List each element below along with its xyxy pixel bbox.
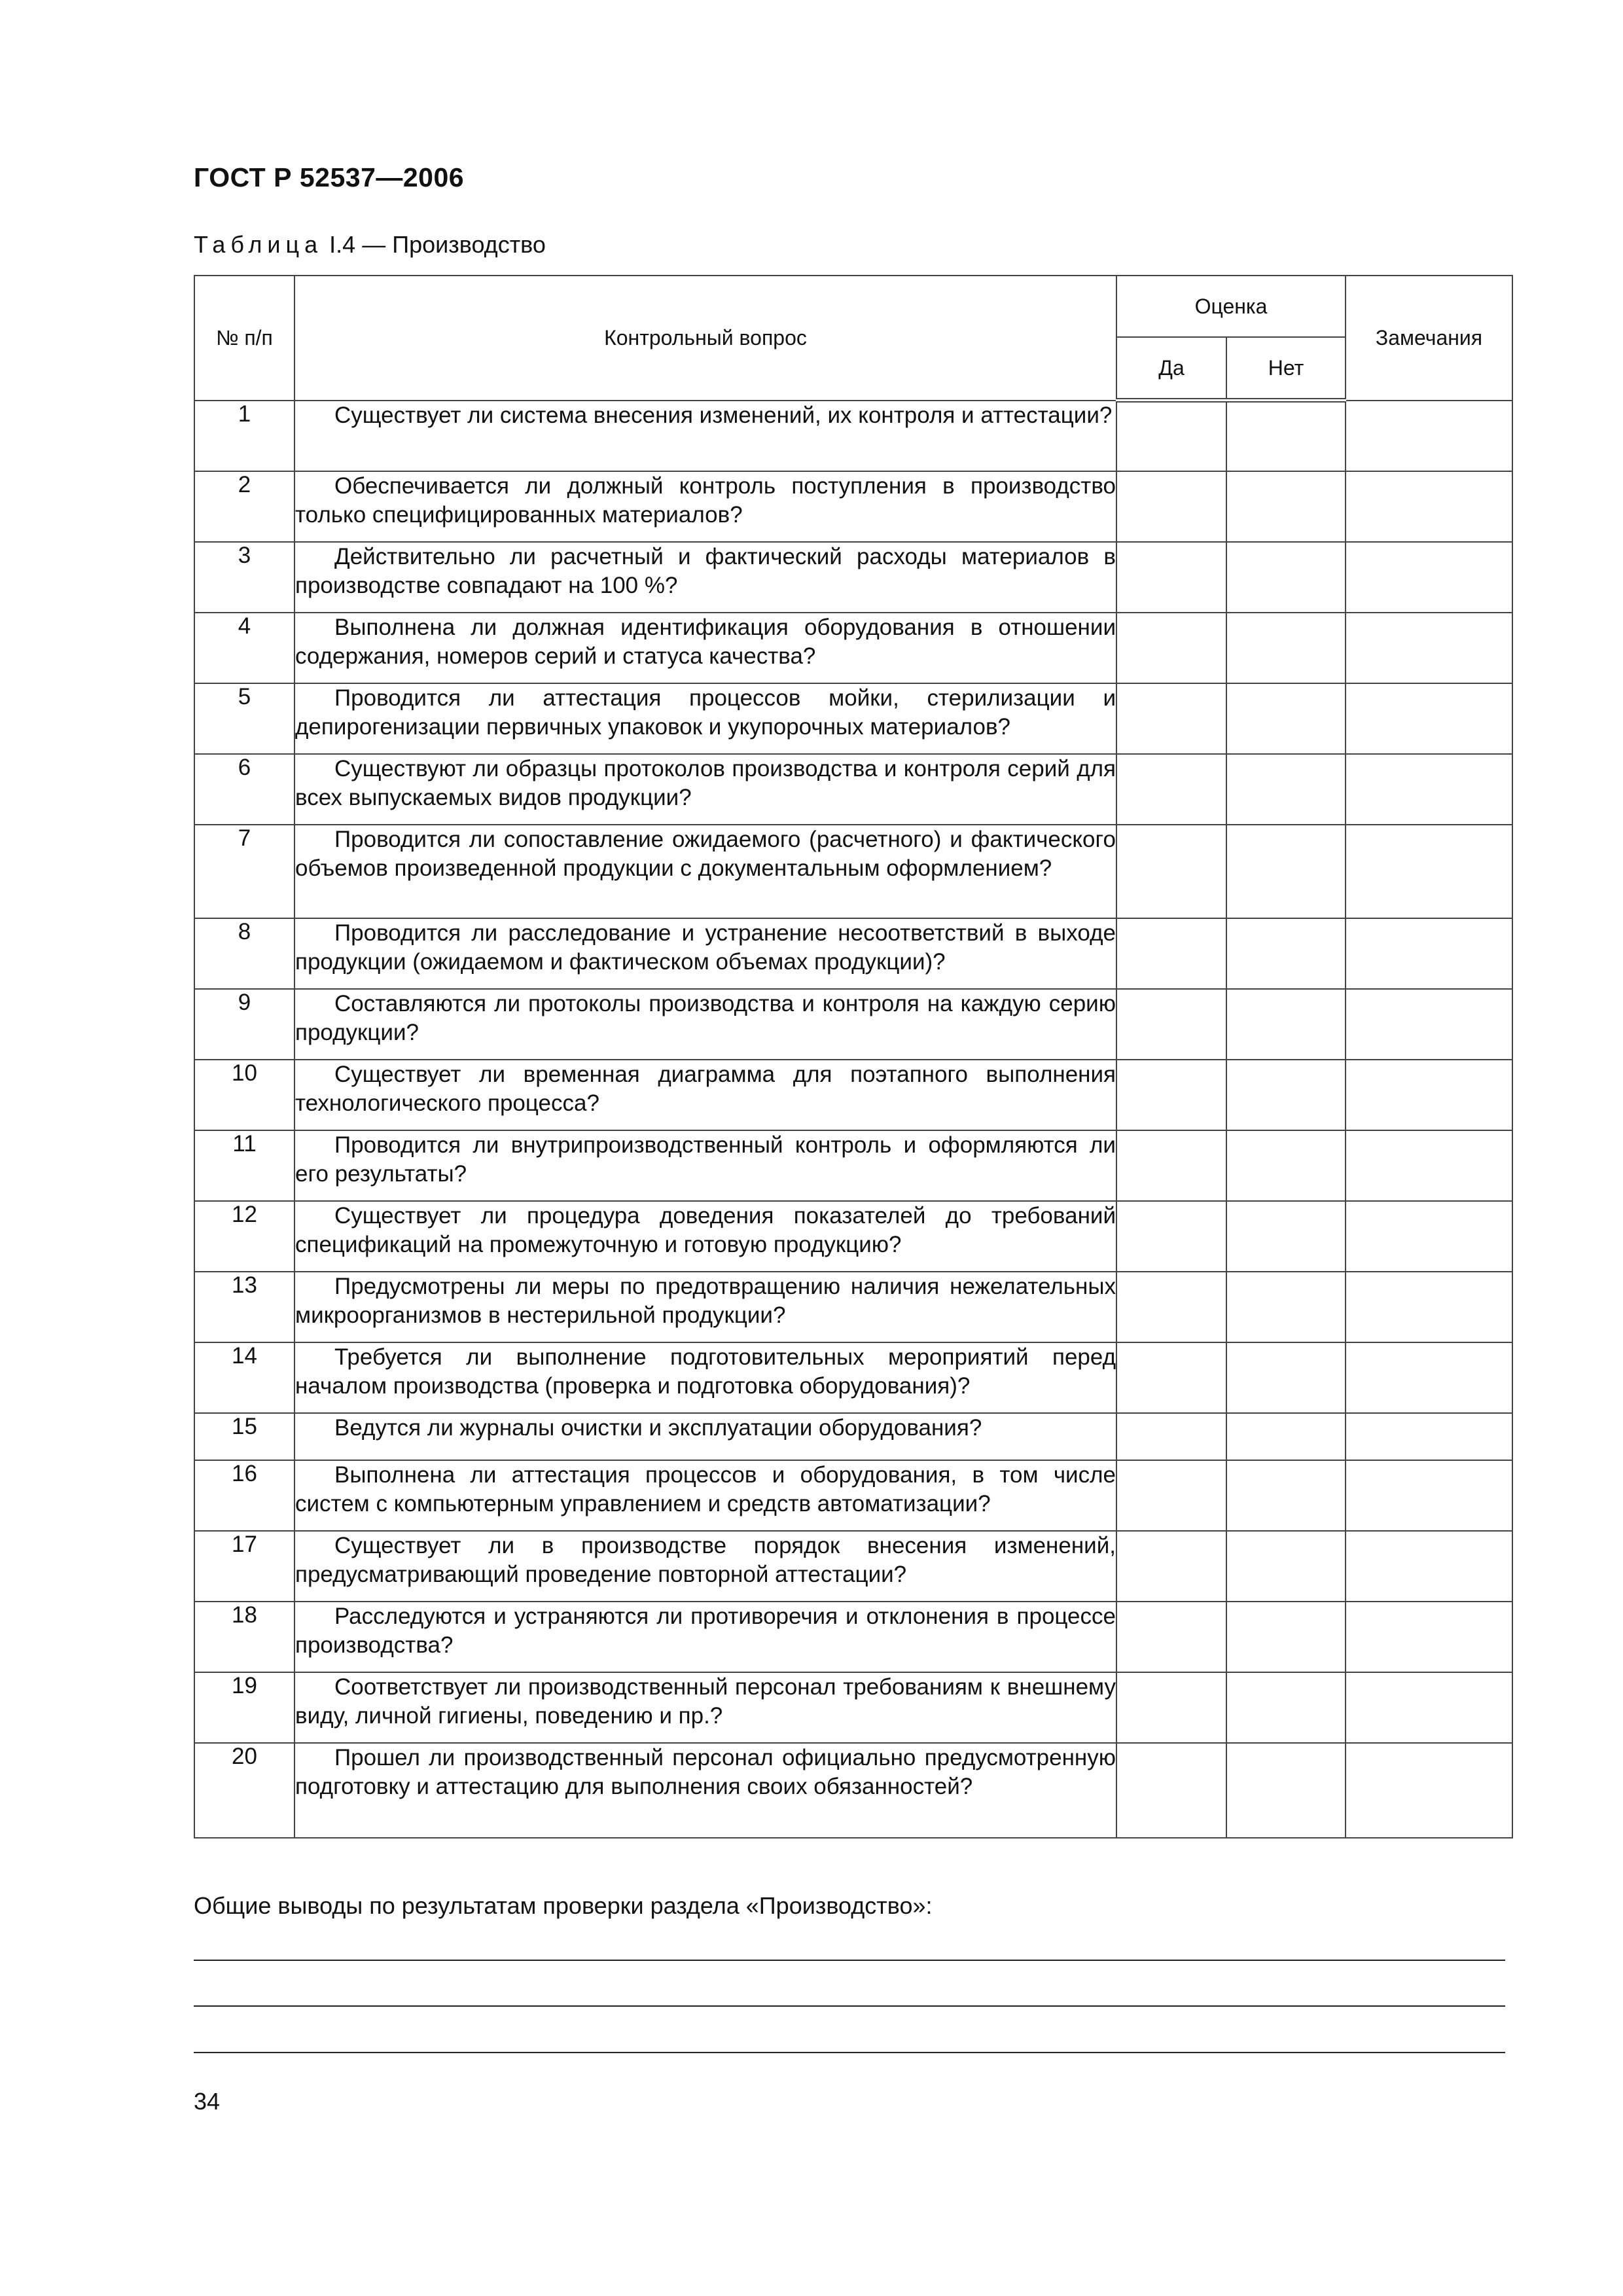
row-question-cell [294,471,1116,542]
table-row [194,1130,1512,1201]
row-question-cell [294,1342,1116,1413]
row-number: 15 [194,1413,294,1460]
row-number: 10 [194,1060,294,1130]
row-number: 7 [194,825,294,918]
table-row [194,1460,1512,1531]
answer-no-cell[interactable] [1226,1672,1346,1743]
answer-no-cell[interactable] [1226,1413,1346,1460]
answer-yes-cell[interactable] [1116,989,1226,1060]
row-question-text: Обеспечивается ли должный контроль поступления в производство только специфицированных материалов? [295,473,1116,528]
answer-no-cell[interactable] [1226,471,1346,542]
row-question-text: Расследуются и устраняются ли противоречия и отклонения в процессе производства? [295,1603,1116,1658]
notes-cell[interactable] [1346,754,1512,825]
header-number: № п/п [194,276,294,401]
answer-no-cell[interactable] [1226,1201,1346,1272]
row-question-text: Соответствует ли производственный персонал требованиям к внешнему виду, личной гигиены, поведению и пр.? [295,1674,1116,1729]
notes-cell[interactable] [1346,1672,1512,1743]
table-row [194,1672,1512,1743]
answer-yes-cell[interactable] [1116,1743,1226,1838]
row-number: 5 [194,683,294,754]
header-notes: Замечания [1346,276,1512,401]
notes-cell[interactable] [1346,542,1512,613]
answer-yes-cell[interactable] [1116,1060,1226,1130]
row-number: 18 [194,1602,294,1672]
answer-yes-cell[interactable] [1116,754,1226,825]
table-row [194,401,1512,471]
notes-cell[interactable] [1346,1342,1512,1413]
notes-cell[interactable] [1346,1130,1512,1201]
table-row [194,613,1512,683]
row-number: 13 [194,1272,294,1342]
notes-cell[interactable] [1346,1602,1512,1672]
table-caption-title: I.4 — Производство [329,231,546,258]
notes-cell[interactable] [1346,1272,1512,1342]
header-question: Контрольный вопрос [294,276,1116,401]
notes-cell[interactable] [1346,683,1512,754]
row-question-text: Существует ли процедура доведения показателей до требований спецификаций на промежуточную и готовую продукцию? [295,1202,1116,1257]
notes-cell[interactable] [1346,1201,1512,1272]
row-question-cell [294,1272,1116,1342]
notes-cell[interactable] [1346,1413,1512,1460]
conclusion-line-3[interactable] [194,2052,1505,2053]
answer-no-cell[interactable] [1226,542,1346,613]
row-question-text: Предусмотрены ли меры по предотвращению наличия нежелательных микроорганизмов в нестерильной продукции? [295,1273,1116,1328]
notes-cell[interactable] [1346,1531,1512,1602]
row-question-cell [294,825,1116,918]
row-question-cell [294,1531,1116,1602]
row-question-cell [294,1413,1116,1460]
table-row [194,1342,1512,1413]
notes-cell[interactable] [1346,613,1512,683]
checklist-rows [194,401,1512,1838]
header-no: Нет [1226,337,1346,401]
row-number: 16 [194,1460,294,1531]
notes-cell[interactable] [1346,401,1512,471]
answer-yes-cell[interactable] [1116,1272,1226,1342]
table-row [194,1531,1512,1602]
answer-no-cell[interactable] [1226,1060,1346,1130]
notes-cell[interactable] [1346,918,1512,989]
row-number: 8 [194,918,294,989]
answer-no-cell[interactable] [1226,683,1346,754]
row-question-text: Существует ли в производстве порядок внесения изменений, предусматривающий проведение повторной аттестации? [295,1532,1116,1587]
answer-no-cell[interactable] [1226,918,1346,989]
answer-no-cell[interactable] [1226,1531,1346,1602]
answer-yes-cell[interactable] [1116,1602,1226,1672]
answer-no-cell[interactable] [1226,1342,1346,1413]
notes-cell[interactable] [1346,1060,1512,1130]
row-question-text: Прошел ли производственный персонал официально предусмотренную подготовку и аттестацию для выполнения своих обязанностей? [295,1744,1116,1799]
answer-yes-cell[interactable] [1116,683,1226,754]
answer-yes-cell[interactable] [1116,1130,1226,1201]
row-question-cell [294,683,1116,754]
row-question-text: Проводится ли аттестация процессов мойки, стерилизации и депирогенизации первичных упаковок и укупорочных материалов? [295,685,1116,740]
row-question-text: Проводится ли внутрипроизводственный контроль и оформляются ли его результаты? [295,1132,1116,1187]
row-number: 1 [194,401,294,471]
row-number: 9 [194,989,294,1060]
answer-no-cell[interactable] [1226,613,1346,683]
document-designation: ГОСТ Р 52537—2006 [194,162,465,192]
row-question-cell [294,542,1116,613]
row-number: 4 [194,613,294,683]
notes-cell[interactable] [1346,1460,1512,1531]
table-row [194,754,1512,825]
row-question-text: Существует ли система внесения изменений, их контроля и аттестации? [334,402,1113,428]
answer-yes-cell[interactable] [1116,1460,1226,1531]
header-rating: Оценка [1116,276,1346,337]
table-row [194,471,1512,542]
row-number: 3 [194,542,294,613]
row-question-text: Существует ли временная диаграмма для поэтапного выполнения технологического процесса? [295,1061,1116,1116]
table-row [194,683,1512,754]
row-question-cell [294,1743,1116,1838]
answer-no-cell[interactable] [1226,1743,1346,1838]
row-number: 6 [194,754,294,825]
answer-yes-cell[interactable] [1116,825,1226,918]
answer-no-cell[interactable] [1226,1460,1346,1531]
notes-cell[interactable] [1346,989,1512,1060]
row-question-cell [294,754,1116,825]
row-question-cell [294,613,1116,683]
conclusion-line-2[interactable] [194,2005,1505,2007]
conclusion-label: Общие выводы по результатам проверки раздела «Производство»: [194,1892,933,1919]
row-question-cell [294,1060,1116,1130]
notes-cell[interactable] [1346,1743,1512,1838]
row-question-text: Существуют ли образцы протоколов производства и контроля серий для всех выпускаемых видов продукции? [295,755,1116,810]
answer-yes-cell[interactable] [1116,1531,1226,1602]
row-question-cell [294,1602,1116,1672]
table-row [194,1743,1512,1838]
row-question-cell [294,918,1116,989]
row-question-cell [294,1201,1116,1272]
row-question-text: Действительно ли расчетный и фактический расходы материалов в производстве совпадают на 100 %? [295,543,1116,598]
answer-yes-cell[interactable] [1116,918,1226,989]
table-row [194,1060,1512,1130]
table-row [194,989,1512,1060]
row-number: 14 [194,1342,294,1413]
answer-yes-cell[interactable] [1116,613,1226,683]
answer-no-cell[interactable] [1226,825,1346,918]
answer-yes-cell[interactable] [1116,1413,1226,1460]
answer-no-cell[interactable] [1226,754,1346,825]
row-question-cell [294,1672,1116,1743]
table-row [194,1201,1512,1272]
row-number: 20 [194,1743,294,1838]
row-question-text: Составляются ли протоколы производства и контроля на каждую серию продукции? [295,990,1116,1045]
notes-cell[interactable] [1346,825,1512,918]
table-row [194,918,1512,989]
answer-no-cell[interactable] [1226,989,1346,1060]
answer-yes-cell[interactable] [1116,1342,1226,1413]
answer-no-cell[interactable] [1226,1272,1346,1342]
answer-no-cell[interactable] [1226,1602,1346,1672]
answer-yes-cell[interactable] [1116,401,1226,471]
table-row [194,1272,1512,1342]
conclusion-line-1[interactable] [194,1960,1505,1961]
answer-no-cell[interactable] [1226,1130,1346,1201]
row-question-text: Выполнена ли должная идентификация оборудования в отношении содержания, номеров серий и статуса качества? [295,614,1116,669]
table-row [194,542,1512,613]
row-question-text: Выполнена ли аттестация процессов и оборудования, в том числе систем с компьютерным управлением и средств автоматизации? [295,1462,1116,1516]
header-yes: Да [1116,337,1226,401]
table-row [194,1602,1512,1672]
row-number: 17 [194,1531,294,1602]
row-question-text: Проводится ли сопоставление ожидаемого (расчетного) и фактического объемов произведенной продукции с документальным оформлением? [295,826,1116,881]
row-number: 19 [194,1672,294,1743]
row-question-text: Ведутся ли журналы очистки и эксплуатации оборудования? [334,1414,982,1441]
row-question-cell [294,989,1116,1060]
row-question-text: Проводится ли расследование и устранение несоответствий в выходе продукции (ожидаемом и фактическом объемах продукции)? [295,920,1116,975]
table-caption [194,231,546,259]
row-number: 11 [194,1130,294,1201]
production-checklist-table [194,275,1513,1839]
answer-yes-cell[interactable] [1116,542,1226,613]
row-question-text: Требуется ли выполнение подготовительных мероприятий перед началом производства (проверка и подготовка оборудования)? [295,1344,1116,1399]
answer-no-cell[interactable] [1226,401,1346,471]
answer-yes-cell[interactable] [1116,471,1226,542]
answer-yes-cell[interactable] [1116,1672,1226,1743]
row-number: 2 [194,471,294,542]
table-row [194,825,1512,918]
notes-cell[interactable] [1346,471,1512,542]
table-row [194,1413,1512,1460]
page-number: 34 [194,2088,221,2115]
answer-yes-cell[interactable] [1116,1201,1226,1272]
row-question-cell [294,401,1116,471]
row-number: 12 [194,1201,294,1272]
table-caption-word: Таблица [194,231,323,258]
row-question-cell [294,1130,1116,1201]
row-question-cell [294,1460,1116,1531]
